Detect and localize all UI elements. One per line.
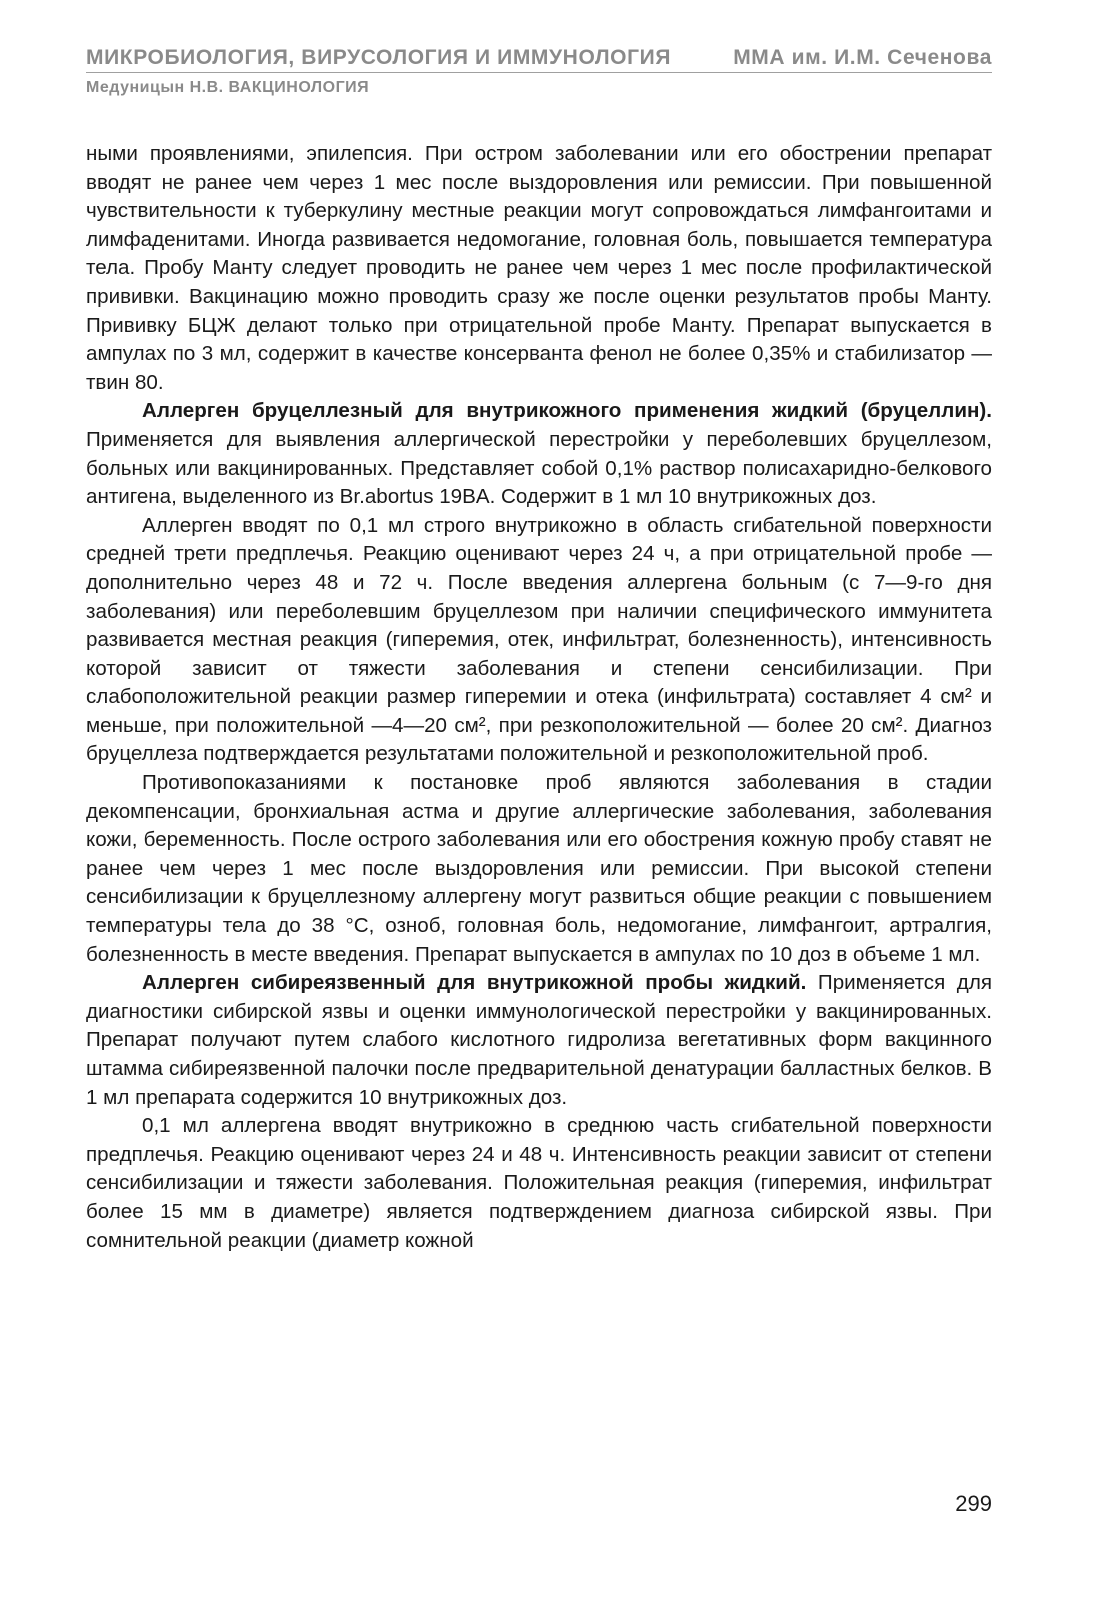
paragraph-4 xyxy=(86,769,992,969)
paragraph-1 xyxy=(86,140,992,397)
paragraph-6 xyxy=(86,1112,992,1255)
paragraph-text: Противопоказаниями к постановке проб являются заболевания в стадии декомпенсации, бронхиальная астма и другие аллергические заболевания, заболевания кожи, беременность. После острого заболевания или его обострения кожную пробу ставят не ранее чем через 1 мес после выздоровления или ремиссии. При высокой степени сенсибилизации к бруцеллезному аллергену могут развиться общие реакции с повышением температуры тела до 38 °С, озноб, головная боль, недомогание, лимфангоит, артралгия, болезненность в месте введения. Препарат выпускается в ампулах по 10 доз в объеме 1 мл. xyxy=(86,771,992,966)
paragraph-3 xyxy=(86,512,992,769)
paragraph-text: Аллерген вводят по 0,1 мл строго внутрикожно в область сгибательной поверхности средней трети предплечья. Реакцию оценивают через 24 ч, а при отрицательной пробе — дополнительно через 48 и 72 ч. После введения аллергена больным (с 7—9-го дня заболевания) или переболевшим бруцеллезом при наличии специфического иммунитета развивается местная реакция (гиперемия, отек, инфильтрат, болезненность), интенсивность которой зависит от тяжести заболевания и степени сенсибилизации. При слабоположительной реакции размер гиперемии и отека (инфильтрата) составляет 4 см² и меньше, при положительной —4—20 см², при резкоположительной — более 20 см². Диагноз бруцеллеза подтверждается результатами положительной и резкоположительной проб. xyxy=(86,513,992,766)
page-body xyxy=(86,140,992,1255)
header-subject: МИКРОБИОЛОГИЯ, ВИРУСОЛОГИЯ И ИММУНОЛОГИЯ xyxy=(86,46,672,69)
paragraph-5 xyxy=(86,969,992,1112)
paragraph-heading: Аллерген сибиреязвенный для внутрикожной пробы жидкий. xyxy=(142,971,807,995)
paragraph-text: Применяется для выявления аллергической перестройки у переболевших бруцеллезом, больных или вакцинированных. Представляет собой 0,1% раствор полисахаридно-белкового антигена, выделенного из Br.abortus 19BA. Содержит в 1 мл 10 внутрикожных доз. xyxy=(86,427,992,509)
paragraph-text: Применяется для диагностики сибирской язвы и оценки иммунологической перестройки у вакцинированных. Препарат получают путем слабого кислотного гидролиза вегетативных форм вакцинного штамма сибиреязвенной палочки после предварительной денатурации балластных белков. В 1 мл препарата содержится 10 внутрикожных доз. xyxy=(86,971,992,1109)
header-book-title: Медуницын Н.В. ВАКЦИНОЛОГИЯ xyxy=(86,79,370,96)
page-number: 299 xyxy=(955,1491,992,1516)
header-institution: ММА им. И.М. Сеченова xyxy=(733,46,992,69)
running-header xyxy=(86,46,992,70)
paragraph-2 xyxy=(86,397,992,511)
header-divider xyxy=(86,72,992,73)
paragraph-text: ными проявлениями, эпилепсия. При остром заболевании или его обострении препарат вводят не ранее чем через 1 мес после выздоровления или ремиссии. При повышенной чувствительности к туберкулину местные реакции могут сопровождаться лимфангоитами и лимфаденитами. Иногда развивается недомогание, головная боль, повышается температура тела. Пробу Манту следует проводить не ранее чем через 1 мес после профилактической прививки. Вакцинацию можно проводить сразу же после оценки результатов пробы Манту. Прививку БЦЖ делают только при отрицательной пробе Манту. Препарат выпускается в ампулах по 3 мл, содержит в качестве консерванта фенол не более 0,35% и стабилизатор — твин 80. xyxy=(86,142,992,394)
paragraph-text: 0,1 мл аллергена вводят внутрикожно в среднюю часть сгибательной поверхности предплечья. Реакцию оценивают через 24 и 48 ч. Интенсивность реакции зависит от степени сенсибилизации и тяжести заболевания. Положительная реакция (гиперемия, инфильтрат более 15 мм в диаметре) является подтверждением диагноза сибирской язвы. При сомнительной реакции (диаметр кожной xyxy=(86,1114,992,1252)
paragraph-heading: Аллерген бруцеллезный для внутрикожного применения жидкий (бруцеллин). xyxy=(142,399,992,423)
